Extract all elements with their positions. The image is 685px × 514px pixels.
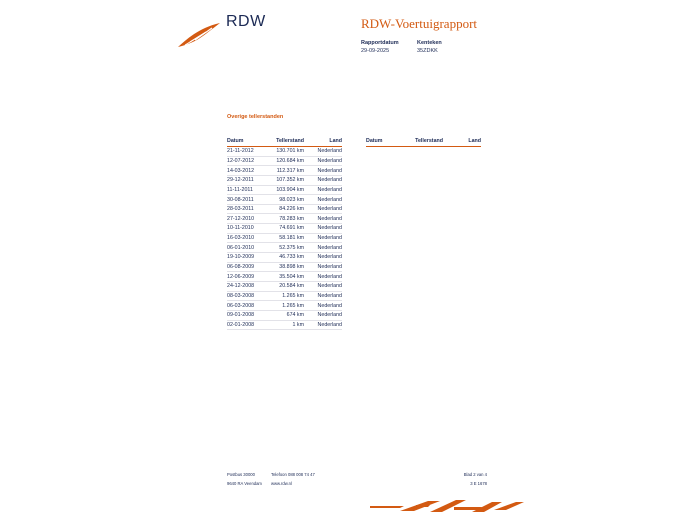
footer-address-line1: Postbus 30000: [227, 472, 255, 477]
table-row: [227, 320, 342, 330]
column-header-date: Datum: [366, 137, 401, 147]
footer-phone: Telefoon 088 008 74 47: [271, 472, 315, 477]
table-row: [227, 291, 342, 301]
table-row: [227, 185, 342, 195]
odometer-table-right: [366, 137, 481, 147]
logo-text: RDW: [226, 13, 266, 30]
reading-date: 19-10-2009: [227, 253, 262, 263]
reading-odometer: 1.265 km: [262, 291, 304, 301]
footer-address: [227, 470, 262, 488]
report-date-value: 29-09-2025: [361, 48, 390, 54]
reading-odometer: 78.283 km: [262, 214, 304, 224]
reading-date: 06-08-2009: [227, 262, 262, 272]
column-header-country: Land: [304, 137, 342, 147]
reading-country: Nederland: [304, 320, 342, 330]
reading-odometer: 120.684 km: [262, 156, 304, 166]
reading-country: Nederland: [304, 185, 342, 195]
table-row: [227, 166, 342, 176]
table-row: [227, 195, 342, 205]
reading-date: 28-03-2011: [227, 204, 262, 214]
section-title: Overige tellerstanden: [227, 114, 284, 120]
reading-country: Nederland: [304, 262, 342, 272]
document-code: 3 E 1678: [470, 481, 487, 486]
page-number: Blad 2 van 4: [463, 472, 487, 477]
table-row: [227, 204, 342, 214]
reading-country: Nederland: [304, 281, 342, 291]
table-row: [227, 147, 342, 157]
table-row: [227, 175, 342, 185]
column-header-country: Land: [443, 137, 481, 147]
license-plate-label: Kenteken: [417, 40, 442, 46]
license-plate-block: [417, 39, 442, 55]
reading-odometer: 1 km: [262, 320, 304, 330]
reading-country: Nederland: [304, 243, 342, 253]
column-header-odometer: Tellerstand: [401, 137, 443, 147]
table-row: [227, 243, 342, 253]
reading-odometer: 38.898 km: [262, 262, 304, 272]
column-header-odometer: Tellerstand: [262, 137, 304, 147]
reading-date: 12-06-2009: [227, 272, 262, 282]
table-row: [227, 156, 342, 166]
reading-country: Nederland: [304, 291, 342, 301]
reading-date: 09-01-2008: [227, 310, 262, 320]
reading-date: 12-07-2012: [227, 156, 262, 166]
reading-date: 08-03-2008: [227, 291, 262, 301]
reading-date: 14-03-2012: [227, 166, 262, 176]
reading-odometer: 58.181 km: [262, 233, 304, 243]
table-row: [227, 262, 342, 272]
reading-odometer: 20.584 km: [262, 281, 304, 291]
decorative-stripes-icon: [370, 498, 530, 514]
reading-country: Nederland: [304, 147, 342, 157]
reading-odometer: 107.352 km: [262, 175, 304, 185]
reading-date: 21-11-2012: [227, 147, 262, 157]
footer-contact: [271, 470, 315, 488]
report-date-label: Rapportdatum: [361, 40, 399, 46]
odometer-table-left: [227, 137, 342, 330]
rdw-logo-icon: [176, 20, 222, 48]
footer-address-line2: 9640 RA Veendam: [227, 481, 262, 486]
reading-odometer: 46.733 km: [262, 253, 304, 263]
reading-date: 10-11-2010: [227, 224, 262, 234]
reading-date: 27-12-2010: [227, 214, 262, 224]
table-header-row: [366, 137, 481, 147]
reading-country: Nederland: [304, 253, 342, 263]
reading-odometer: 35.504 km: [262, 272, 304, 282]
reading-date: 11-11-2011: [227, 185, 262, 195]
reading-date: 30-08-2011: [227, 195, 262, 205]
reading-country: Nederland: [304, 310, 342, 320]
reading-odometer: 674 km: [262, 310, 304, 320]
table-row: [227, 214, 342, 224]
reading-country: Nederland: [304, 156, 342, 166]
reading-country: Nederland: [304, 224, 342, 234]
column-header-date: Datum: [227, 137, 262, 147]
reading-date: 16-03-2010: [227, 233, 262, 243]
report-title: RDW-Voertuigrapport: [361, 16, 478, 31]
reading-date: 29-12-2011: [227, 175, 262, 185]
reading-country: Nederland: [304, 175, 342, 185]
reading-date: 02-01-2008: [227, 320, 262, 330]
table-row: [227, 301, 342, 311]
footer-website: www.rdw.nl: [271, 481, 292, 486]
reading-odometer: 130.701 km: [262, 147, 304, 157]
reading-country: Nederland: [304, 204, 342, 214]
reading-country: Nederland: [304, 272, 342, 282]
table-row: [227, 281, 342, 291]
reading-country: Nederland: [304, 166, 342, 176]
reading-odometer: 52.375 km: [262, 243, 304, 253]
report-date-block: [361, 39, 399, 55]
reading-odometer: 1.265 km: [262, 301, 304, 311]
table-header-row: [227, 137, 342, 147]
table-row: [227, 233, 342, 243]
footer-page-info: [438, 470, 487, 488]
reading-odometer: 112.317 km: [262, 166, 304, 176]
reading-date: 06-01-2010: [227, 243, 262, 253]
reading-date: 24-12-2008: [227, 281, 262, 291]
reading-odometer: 84.226 km: [262, 204, 304, 214]
license-plate-value: 35ZDKK: [417, 48, 438, 54]
reading-country: Nederland: [304, 195, 342, 205]
table-row: [227, 272, 342, 282]
table-row: [227, 310, 342, 320]
reading-country: Nederland: [304, 214, 342, 224]
reading-odometer: 98.023 km: [262, 195, 304, 205]
reading-country: Nederland: [304, 233, 342, 243]
table-row: [227, 253, 342, 263]
reading-odometer: 103.904 km: [262, 185, 304, 195]
table-row: [227, 224, 342, 234]
reading-country: Nederland: [304, 301, 342, 311]
reading-date: 06-03-2008: [227, 301, 262, 311]
reading-odometer: 74.691 km: [262, 224, 304, 234]
